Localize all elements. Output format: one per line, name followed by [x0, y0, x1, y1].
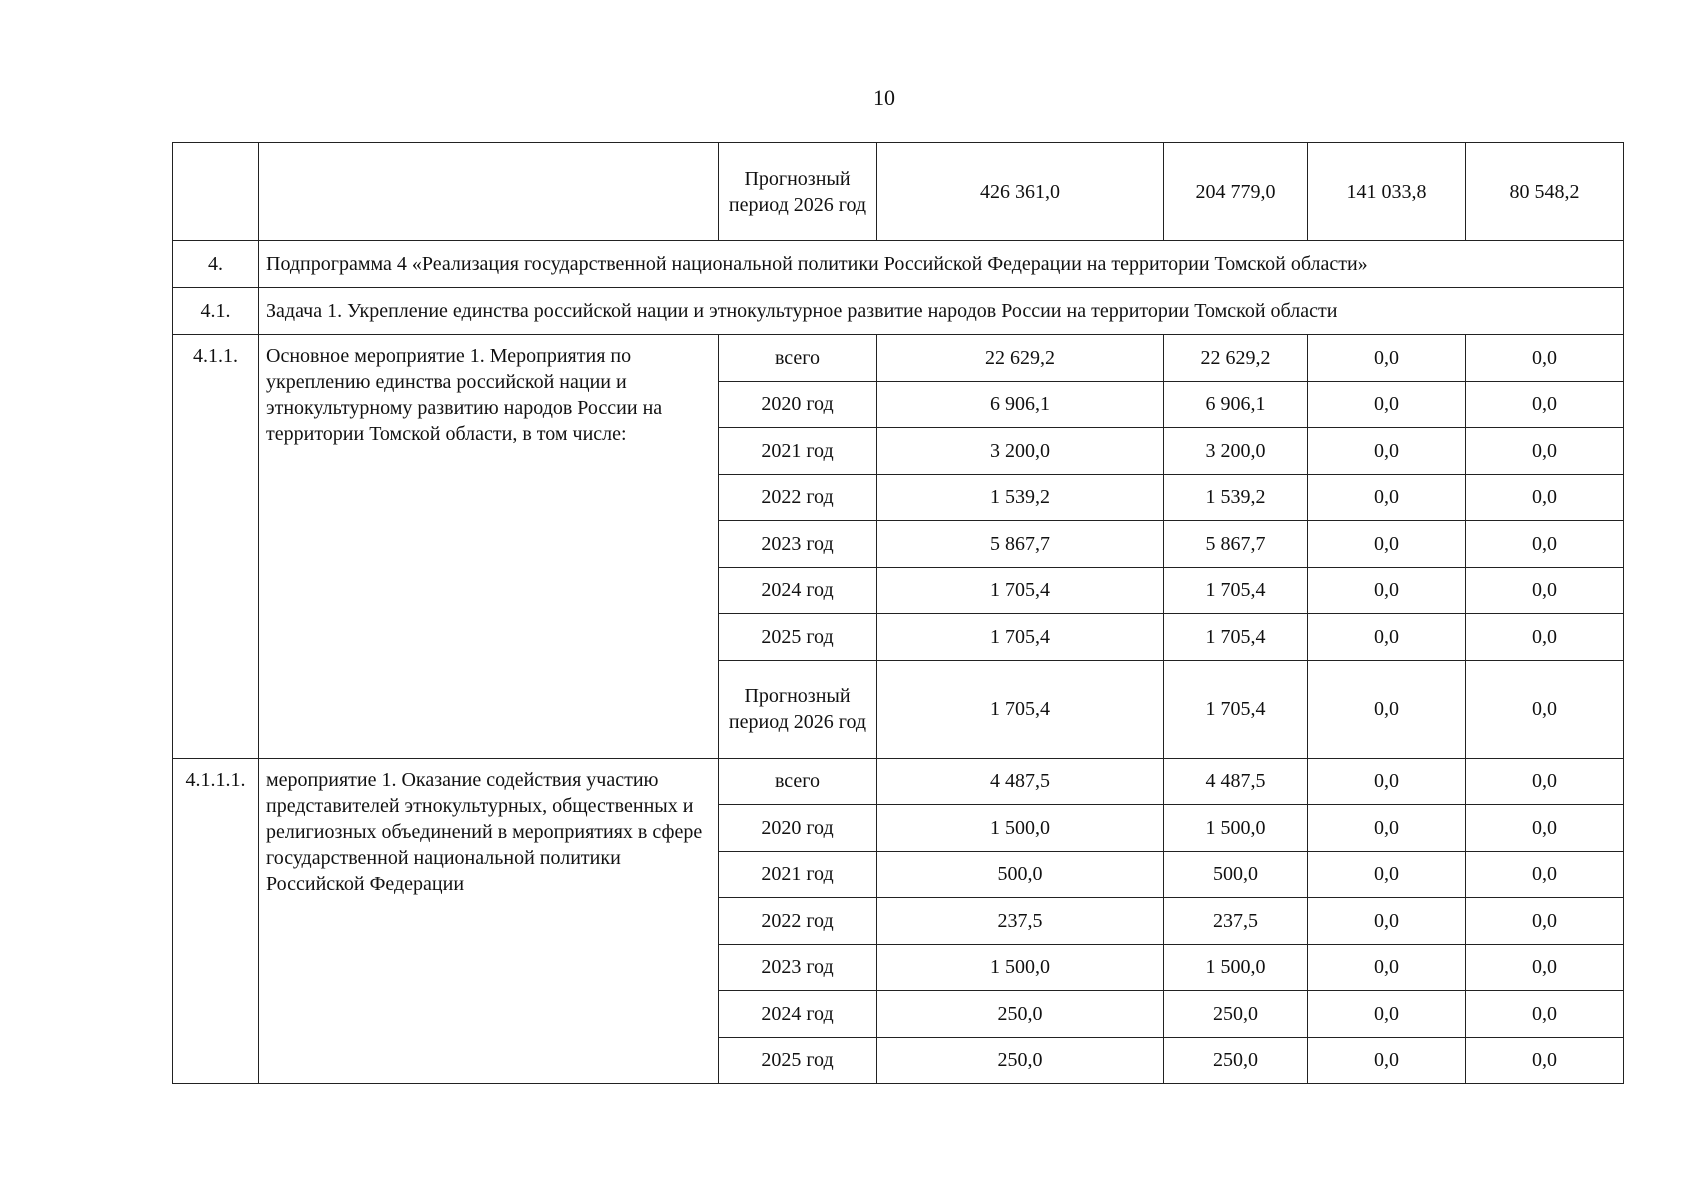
value-cell-2: 3 200,0 [1164, 428, 1308, 475]
table-row [173, 335, 1624, 382]
value-cell-4: 0,0 [1466, 944, 1624, 991]
value-cell-2: 1 705,4 [1164, 614, 1308, 661]
period-cell: 2024 год [719, 991, 877, 1038]
period-cell: 2024 год [719, 567, 877, 614]
value-cell-total: 237,5 [877, 898, 1164, 945]
value-cell-4: 0,0 [1466, 805, 1624, 852]
value-cell-total: 1 705,4 [877, 567, 1164, 614]
value-cell-4: 0,0 [1466, 991, 1624, 1038]
value-cell-4: 0,0 [1466, 758, 1624, 805]
budget-table [172, 142, 1624, 1084]
value-cell-total: 250,0 [877, 991, 1164, 1038]
value-cell-total: 3 200,0 [877, 428, 1164, 475]
value-cell-2: 1 500,0 [1164, 944, 1308, 991]
value-cell-4: 0,0 [1466, 851, 1624, 898]
period-cell: 2021 год [719, 851, 877, 898]
value-cell-4: 0,0 [1466, 521, 1624, 568]
value-cell-3: 0,0 [1308, 1037, 1466, 1084]
row-number-cell: 4. [173, 241, 259, 288]
value-cell-2: 250,0 [1164, 991, 1308, 1038]
value-cell-3: 141 033,8 [1308, 143, 1466, 241]
table-row [173, 143, 1624, 241]
table-row [173, 758, 1624, 805]
value-cell-4: 0,0 [1466, 428, 1624, 475]
value-cell-3: 0,0 [1308, 521, 1466, 568]
period-cell: 2022 год [719, 474, 877, 521]
section-title: Задача 1. Укрепление единства российской нации и этнокультурное развитие народов России на территории Томской области [259, 288, 1624, 335]
period-cell: всего [719, 335, 877, 382]
value-cell-4: 80 548,2 [1466, 143, 1624, 241]
value-cell-2: 5 867,7 [1164, 521, 1308, 568]
row-number-cell: 4.1.1.1. [173, 758, 259, 1084]
value-cell-2: 1 500,0 [1164, 805, 1308, 852]
value-cell-total: 1 539,2 [877, 474, 1164, 521]
period-cell: Прогнозный период 2026 год [719, 660, 877, 758]
value-cell-3: 0,0 [1308, 614, 1466, 661]
value-cell-3: 0,0 [1308, 991, 1466, 1038]
section-row [173, 288, 1624, 335]
value-cell-total: 250,0 [877, 1037, 1164, 1084]
section-title: Подпрограмма 4 «Реализация государственной национальной политики Российской Федерации на территории Томской области» [259, 241, 1624, 288]
value-cell-3: 0,0 [1308, 660, 1466, 758]
value-cell-3: 0,0 [1308, 851, 1466, 898]
value-cell-4: 0,0 [1466, 335, 1624, 382]
description-cell: Основное мероприятие 1. Мероприятия по укреплению единства российской нации и этнокультурному развитию народов России на территории Томской области, в том числе: [259, 335, 719, 759]
value-cell-4: 0,0 [1466, 614, 1624, 661]
period-cell: 2023 год [719, 944, 877, 991]
value-cell-total: 1 500,0 [877, 805, 1164, 852]
period-cell: всего [719, 758, 877, 805]
value-cell-2: 1 705,4 [1164, 660, 1308, 758]
page-number: 10 [873, 85, 895, 110]
value-cell-total: 6 906,1 [877, 381, 1164, 428]
value-cell-4: 0,0 [1466, 381, 1624, 428]
value-cell-2: 204 779,0 [1164, 143, 1308, 241]
period-cell: 2022 год [719, 898, 877, 945]
value-cell-total: 5 867,7 [877, 521, 1164, 568]
value-cell-2: 237,5 [1164, 898, 1308, 945]
value-cell-4: 0,0 [1466, 1037, 1624, 1084]
period-cell: 2021 год [719, 428, 877, 475]
value-cell-total: 4 487,5 [877, 758, 1164, 805]
value-cell-total: 22 629,2 [877, 335, 1164, 382]
value-cell-2: 1 705,4 [1164, 567, 1308, 614]
description-cell: мероприятие 1. Оказание содействия участию представителей этнокультурных, общественных и религиозных объединений в мероприятиях в сфере государственной национальной политики Российской Федерации [259, 758, 719, 1084]
value-cell-3: 0,0 [1308, 898, 1466, 945]
row-number-cell [173, 143, 259, 241]
value-cell-3: 0,0 [1308, 474, 1466, 521]
period-cell: 2020 год [719, 805, 877, 852]
value-cell-total: 1 705,4 [877, 660, 1164, 758]
value-cell-2: 22 629,2 [1164, 335, 1308, 382]
value-cell-2: 4 487,5 [1164, 758, 1308, 805]
value-cell-total: 500,0 [877, 851, 1164, 898]
value-cell-total: 1 500,0 [877, 944, 1164, 991]
value-cell-3: 0,0 [1308, 381, 1466, 428]
value-cell-2: 6 906,1 [1164, 381, 1308, 428]
section-row [173, 241, 1624, 288]
value-cell-total: 1 705,4 [877, 614, 1164, 661]
value-cell-4: 0,0 [1466, 474, 1624, 521]
period-cell: 2025 год [719, 614, 877, 661]
period-cell: 2025 год [719, 1037, 877, 1084]
value-cell-3: 0,0 [1308, 567, 1466, 614]
value-cell-3: 0,0 [1308, 944, 1466, 991]
value-cell-3: 0,0 [1308, 758, 1466, 805]
value-cell-3: 0,0 [1308, 805, 1466, 852]
row-number-cell: 4.1. [173, 288, 259, 335]
period-cell: 2020 год [719, 381, 877, 428]
value-cell-2: 1 539,2 [1164, 474, 1308, 521]
period-cell: Прогнозный период 2026 год [719, 143, 877, 241]
value-cell-total: 426 361,0 [877, 143, 1164, 241]
value-cell-2: 250,0 [1164, 1037, 1308, 1084]
value-cell-3: 0,0 [1308, 428, 1466, 475]
description-cell [259, 143, 719, 241]
value-cell-2: 500,0 [1164, 851, 1308, 898]
period-cell: 2023 год [719, 521, 877, 568]
row-number-cell: 4.1.1. [173, 335, 259, 759]
value-cell-3: 0,0 [1308, 335, 1466, 382]
value-cell-4: 0,0 [1466, 660, 1624, 758]
value-cell-4: 0,0 [1466, 567, 1624, 614]
value-cell-4: 0,0 [1466, 898, 1624, 945]
